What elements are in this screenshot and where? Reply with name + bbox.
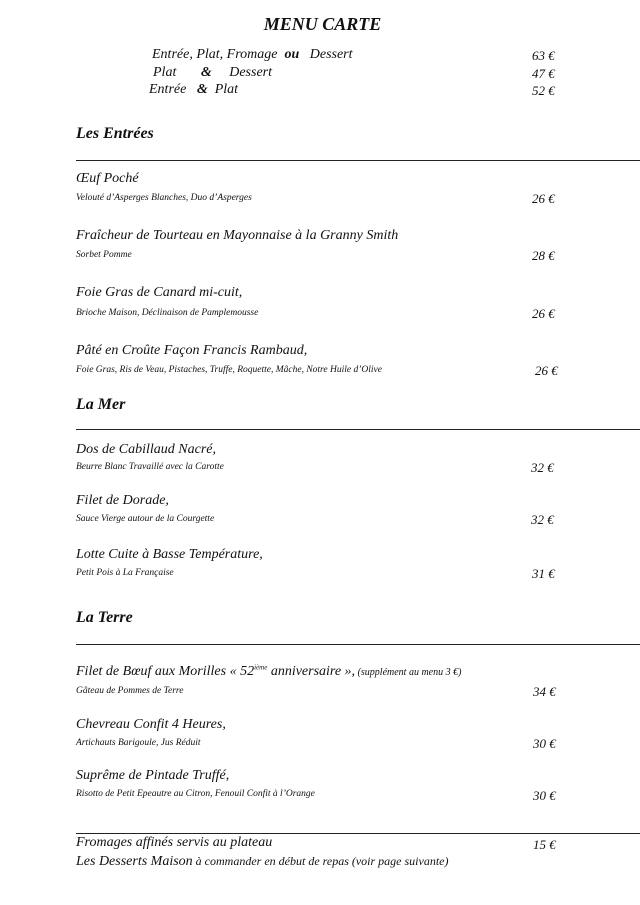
section-divider [76,160,640,161]
section-title-terre: La Terre [76,609,133,626]
dish-price: 31 € [532,566,555,581]
dish-name: Fraîcheur de Tourteau en Mayonnaise à la Granny Smith [76,228,399,243]
dish-name: Foie Gras de Canard mi-cuit, [76,285,243,300]
formula-3-price: 52 € [532,83,555,98]
dish-name: Filet de Dorade, [76,493,169,508]
dish-price: 26 € [535,363,558,378]
dish-price: 30 € [533,788,556,803]
dish-description: Risotto de Petit Epeautre au Citron, Fenouil Confit à l’Orange [76,789,315,799]
dish-description: Foie Gras, Ris de Veau, Pistaches, Truffe, Roquette, Mâche, Notre Huile d’Olive [76,365,382,375]
section-divider [76,644,640,645]
dish-description: Petit Pois à La Française [76,568,174,578]
dish-price: 32 € [531,512,554,527]
dish-price: 32 € [531,460,554,475]
menu-title: MENU CARTE [263,14,382,34]
dish-name: Pâté en Croûte Façon Francis Rambaud, [76,343,308,358]
dish-description: Brioche Maison, Déclinaison de Pamplemousse [76,308,259,318]
section-divider [76,429,640,430]
dish-price: 26 € [532,191,555,206]
dish-name: Chevreau Confit 4 Heures, [76,717,226,732]
dish-name: Dos de Cabillaud Nacré, [76,442,216,457]
dish-description: Sauce Vierge autour de la Courgette [76,514,215,524]
supplement-note: (supplément au menu 3 €) [355,667,462,678]
cheese-line: Fromages affinés servis au plateau [76,835,273,850]
section-title-entrees: Les Entrées [76,125,154,142]
dish-name: Filet de Bœuf aux Morilles « 52ième anniversaire », (supplément au menu 3 €) [76,663,462,679]
dish-price: 30 € [533,736,556,751]
dish-price: 26 € [532,306,555,321]
dish-description: Artichauts Barigoule, Jus Réduit [76,738,201,748]
formula-1-price: 63 € [532,48,555,63]
dish-name: Lotte Cuite à Basse Température, [76,547,263,562]
dish-description: Velouté d’Asperges Blanches, Duo d’Asperges [76,193,252,203]
dish-description: Beurre Blanc Travaillé avec la Carotte [76,462,224,472]
formula-2: Plat & Dessert [153,65,273,80]
dish-name: Suprême de Pintade Truffé, [76,768,230,783]
footer-divider [76,833,640,834]
dish-description: Sorbet Pomme [76,250,132,260]
dish-description: Gâteau de Pommes de Terre [76,686,184,696]
dish-name: Œuf Poché [76,171,139,186]
formula-3: Entrée & Plat [149,82,239,97]
formula-2-price: 47 € [532,66,555,81]
formula-1: Entrée, Plat, Fromage ou Dessert [152,47,353,62]
dish-price: 34 € [533,684,556,699]
cheese-price: 15 € [533,837,556,852]
desserts-note: Les Desserts Maison à commander en début de repas (voir page suivante) [76,854,449,869]
section-title-mer: La Mer [76,396,126,413]
dish-price: 28 € [532,248,555,263]
